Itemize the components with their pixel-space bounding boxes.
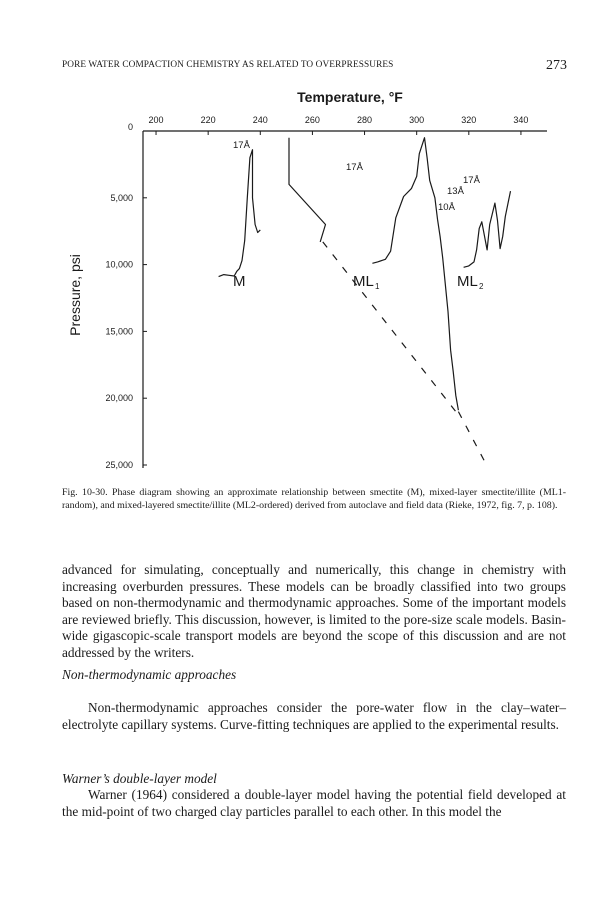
body-paragraph-3: Warner (1964) considered a double-layer model having the potential field developed at the mid-point of two charged clay particles parallel to each other. In this model the — [62, 787, 566, 819]
series-line-m-transition-line — [289, 138, 326, 242]
x-tick-label: 240 — [252, 115, 268, 125]
peak-label-ml2-17a: 17Å — [463, 175, 480, 186]
y-tick-label: 5,000 — [110, 192, 133, 203]
page-number: 273 — [546, 58, 567, 73]
x-tick-label: 200 — [148, 115, 164, 125]
running-header: PORE WATER COMPACTION CHEMISTRY AS RELATED TO OVERPRESSURES — [62, 60, 394, 70]
series-line-m — [219, 150, 261, 277]
figure-caption: Fig. 10-30. Phase diagram showing an approximate relationship between smectite (M), mixed-layer smectite/illite (ML1-random), and mixed-layered smectite/illite (ML2-ordered) derived from autoclave and field data (Rieke, 1972, fig. 7, p. 108). — [62, 487, 566, 511]
peak-labels — [233, 140, 481, 213]
x-tick-label: 280 — [357, 115, 373, 125]
curve-label-ml2-subscript: 2 — [479, 282, 484, 291]
y-tick-label: 15,000 — [105, 326, 133, 337]
peak-label-ml1-17a: 17Å — [346, 162, 363, 173]
peak-label-ml2-10a: 10Å — [438, 202, 455, 213]
curve-label-ml1-subscript: 1 — [375, 282, 380, 291]
section-heading-non-thermodynamic: Non-thermodynamic approaches — [62, 667, 237, 682]
curve-label-ml1: ML — [353, 273, 374, 290]
peak-label-ml2-13a: 13Å — [447, 186, 464, 197]
y-tick-label: 25,000 — [105, 460, 133, 470]
x-tick-label: 320 — [461, 115, 477, 125]
body-paragraph-2: Non-thermodynamic approaches consider the pore-water flow in the clay–water–electrolyte capillary systems. Curve-fitting techniques are applied to the experimental results. — [62, 700, 566, 732]
body-paragraph-1: advanced for simulating, conceptually and numerically, this change in chemistry with increasing overburden pressures. These models can be broadly classified into two groups based on non-thermodynamic and thermodynamic approaches. Some of the important models are reviewed briefly. This discussion, however, is limited to the pore-size scale models. Basin-wide gigascopic-scale transport models are beyond the scope of this discussion and are not addressed by the writers. — [62, 562, 566, 660]
series-line-ml1-boundary-dashed — [323, 242, 456, 412]
x-tick-label: 220 — [200, 115, 216, 125]
curve-label-ml2: ML — [457, 273, 478, 290]
y-tick-label: 0 — [127, 122, 133, 132]
series-line-ml2 — [464, 191, 511, 267]
curve-labels — [233, 273, 484, 291]
y-tick-label: 10,000 — [105, 259, 133, 270]
top-axis-title: Temperature, °F — [297, 89, 403, 105]
y-tick-label: 20,000 — [105, 393, 133, 404]
x-tick-label: 340 — [513, 115, 529, 125]
x-tick-label: 260 — [304, 115, 320, 125]
curve-label-m: M — [233, 273, 246, 290]
x-tick-label: 300 — [409, 115, 425, 125]
left-axis-title: Pressure, psi — [67, 254, 83, 336]
section-heading-warner: Warner’s double-layer model — [62, 771, 217, 786]
series-line-ml1 — [372, 138, 458, 411]
series-line-ml1-lower-extension-dashed — [458, 412, 484, 461]
peak-label-m-17a: 17Å — [233, 140, 250, 151]
phase-diagram-figure — [0, 80, 615, 485]
